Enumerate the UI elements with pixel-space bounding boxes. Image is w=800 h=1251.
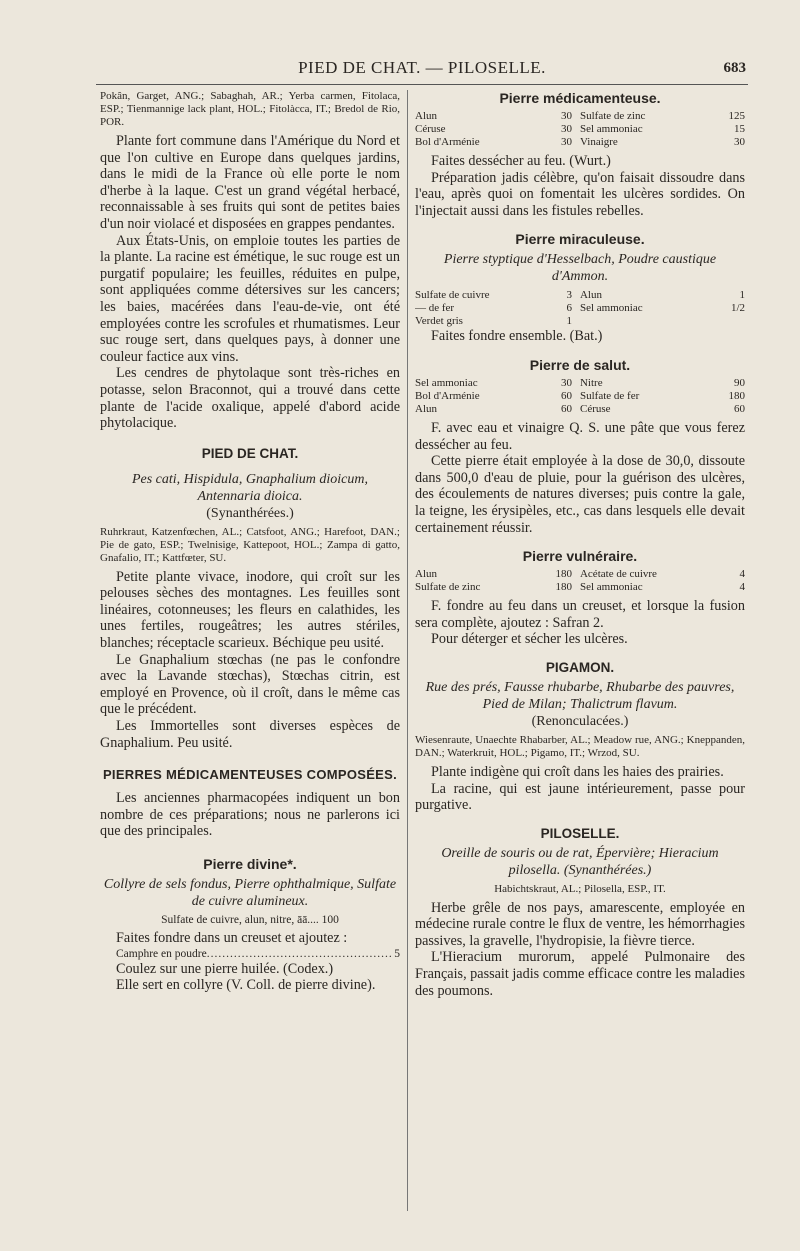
ingredient-quantity: 6 — [566, 302, 572, 315]
pigamon-paragraph-2: La racine, qui est jaune intérieurement, passe pour purgative. — [415, 780, 745, 814]
ingredient-row — [415, 136, 745, 149]
ingredient-quantity: 180 — [555, 581, 572, 594]
ingredient-quantity: 60 — [560, 402, 572, 415]
subtitle-pierre-de-salut: Pierre de salut. — [529, 356, 631, 373]
running-title: PIED DE CHAT. — PILOSELLE. — [298, 58, 546, 77]
ingredient-name: Alun — [415, 402, 437, 415]
pierre-vulneraire-ingredients — [415, 568, 745, 594]
pierre-divine-formula: Sulfate de cuivre, alun, nitre, āā.... 100 — [161, 914, 339, 926]
pierre-de-salut-paragraph-2: Cette pierre était employée à la dose de 30,0, dissoute dans 500,0 d'eau de pluie, pour la guérison des ulcères, des écoulements de natures diverses; puis contre la gale, la teigne, les érysipèles, etc., cas dans lesquels elle devait certainement réussir. — [415, 453, 745, 536]
ingredient-name: Nitre — [579, 376, 603, 389]
pierre-medicamenteuse-ingredients — [415, 110, 745, 149]
ingredient-row — [415, 581, 745, 594]
pied-de-chat-paragraph-2: Le Gnaphalium stœchas (ne pas le confondre avec la Lavande stœchas), Stœchas citrin, est employé en Provence, où il croît, dans le même cas que le précédent. — [100, 651, 400, 718]
pierre-divine-alt-names: Collyre de sels fondus, Pierre ophthalmique, Sulfate de cuivre alumineux. — [103, 877, 397, 909]
ingredient-name: Sel ammoniac — [415, 376, 478, 389]
left-column — [100, 90, 400, 1221]
piloselle-paragraph-2: L'Hieracium murorum, appelé Pulmonaire des Français, passait jadis comme efficace contre les maladies des poumons. — [415, 949, 745, 999]
ingredient-quantity — [712, 315, 745, 328]
ingredient-name: Bol d'Arménie — [415, 136, 480, 148]
pigamon-family: (Renonculacées.) — [531, 713, 629, 729]
pigamon-synonyms: Wiesenraute, Unaechte Rhabarber, AL.; Meadow rue, ANG.; Kneppanden, DAN.; Waterkruit, HOL.; Pigamo, IT.; Wrzod, SU. — [415, 733, 745, 759]
ingredient-quantity: 1 — [739, 289, 745, 302]
ingredient-quantity: 180 — [555, 568, 572, 581]
ingredient-name: Bol d'Arménie — [415, 389, 480, 402]
subtitle-pierre-miraculeuse: Pierre miraculeuse. — [515, 231, 645, 248]
piloselle-alt-names: Oreille de souris ou de rat, Épervière; Hieracium pilosella. (Synanthérées.) — [441, 845, 719, 878]
ingredient-row — [415, 123, 745, 136]
ingredient-name: — de fer — [415, 302, 455, 315]
pierre-de-salut-ingredients — [415, 377, 745, 416]
running-head — [96, 58, 748, 85]
pierre-divine-paragraph-2: Coulez sur une pierre huilée. (Codex.) — [116, 960, 334, 977]
pied-de-chat-synonyms: Ruhrkraut, Katzenfœchen, AL.; Catsfoot, ANG.; Harefoot, DAN.; Pie de gato, ESP.; Twelnisige, Kattepoot, HOL.; Zampa di gatto, Gnafalio, IT.; Kattfœter, SU. — [100, 525, 400, 564]
pierre-miraculeuse-alt-names: Pierre styptique d'Hesselbach, Poudre caustique d'Ammon. — [443, 252, 717, 285]
ingredient-name — [580, 315, 712, 328]
ingredient-row — [415, 302, 745, 315]
subtitle-pierre-vulneraire: Pierre vulnéraire. — [522, 548, 638, 565]
ingredient-name: Sel ammoniac — [579, 581, 643, 594]
pigamon-alt-names: Rue des prés, Fausse rhubarbe, Rhubarbe des pauvres, Pied de Milan; Thalictrum flavum. — [425, 679, 735, 712]
pied-de-chat-family: (Synanthérées.) — [206, 505, 294, 521]
ingredient-quantity: 30 — [560, 110, 572, 122]
ingredient-quantity: 4 — [739, 568, 745, 581]
pigamon-paragraph-1: Plante indigène qui croît dans les haies des prairies. — [431, 763, 724, 780]
ingredient-name: Alun — [415, 568, 437, 581]
pierre-divine-camphre-line — [100, 947, 400, 961]
ingredient-name: Alun — [415, 110, 437, 122]
ingredient-name: Céruse — [579, 402, 611, 415]
entry-title-pied-de-chat: PIED DE CHAT. — [201, 445, 299, 461]
pierre-medicamenteuse-paragraph-1: Faites dessécher au feu. (Wurt.) — [431, 153, 611, 169]
ingredient-quantity: 60 — [560, 389, 572, 402]
ingredient-name: Vinaigre — [579, 136, 618, 148]
ingredient-row — [415, 568, 745, 581]
ingredient-name: Sulfate de zinc — [415, 581, 481, 594]
phytolaque-paragraph-3: Les cendres de phytolaque sont très-riches en potasse, selon Braconnot, qui a trouvé dans cette plante de l'acide oxalique, appelé d'abord acide phytolacique. — [100, 365, 400, 432]
pied-de-chat-paragraph-3: Les Immortelles sont diverses espèces de Gnaphalium. Peu usité. — [100, 718, 400, 751]
ingredient-name: Sulfate de zinc — [579, 110, 646, 122]
entry-title-pierres: PIERRES MÉDICAMENTEUSES COMPOSÉES. — [102, 767, 398, 783]
ingredient-name: Céruse — [415, 123, 446, 135]
ingredient-quantity: 30 — [560, 376, 572, 389]
page-number: 683 — [723, 60, 746, 76]
camphre-name: Camphre en poudre — [116, 947, 207, 960]
ingredient-row — [415, 377, 745, 390]
ingredient-quantity: 30 — [560, 136, 572, 148]
pierre-vulneraire-paragraph-1: F. fondre au feu dans un creuset, et lorsque la fusion sera complète, ajoutez : Safran 2. — [415, 598, 745, 631]
column-divider — [407, 90, 408, 1211]
ingredient-row — [415, 110, 745, 123]
pierre-medicamenteuse-paragraph-2: Préparation jadis célèbre, qu'on faisait dissoudre dans l'eau, après quoi on fomentait les ulcères sordides. On l'injectait aussi dans les fistules rebelles. — [415, 169, 745, 219]
pierre-vulneraire-paragraph-2: Pour déterger et sécher les ulcères. — [431, 631, 628, 648]
ingredient-quantity: 1 — [566, 315, 572, 328]
piloselle-synonyms: Habichtskraut, AL.; Pilosella, ESP., IT. — [494, 882, 666, 895]
pierre-miraculeuse-ingredients — [415, 289, 745, 328]
subtitle-pierre-divine: Pierre divine*. — [203, 856, 297, 872]
ingredient-name: Alun — [579, 289, 602, 302]
subtitle-pierre-medicamenteuse: Pierre médicamenteuse. — [499, 90, 661, 106]
ingredient-quantity: 125 — [728, 110, 745, 122]
ingredient-quantity: 90 — [734, 376, 745, 389]
pied-de-chat-paragraph-1: Petite plante vivace, inodore, qui croît sur les pelouses sèches des montagnes. Les feuilles sont linéaires, cotonneuses; les fleurs en calathides, les unes fertiles, rougeâtres; les autres stériles, blanches; réceptacle scarieux. Béchique peu usité. — [100, 568, 400, 652]
ingredient-name: Sulfate de fer — [579, 389, 640, 402]
ingredient-row — [415, 289, 745, 302]
phytolaque-paragraph-1: Plante fort commune dans l'Amérique du Nord et que l'on cultive en Europe dans quelques jardins, dans le midi de la France où elle porte le nom d'herbe à la laque. C'est un grand végétal herbacé, reconnaissable à ses fruits qui sont de petites baies d'un noir violacé et disposées en grappes pendantes. — [100, 133, 400, 232]
ingredient-row — [415, 315, 745, 328]
phytolaque-paragraph-2: Aux États-Unis, on emploie toutes les parties de la plante. La racine est émétique, le suc rouge est un purgatif populaire; les feuilles, réduites en pulpe, sont appliquées comme détersives sur les cancers; les baies, macérées dans l'eau-de-vie, ont été employées contre les scrofules et rhumatismes. Leur suc rouge sert, dans quelques pays, à donner une couleur factice aux vins. — [100, 232, 400, 365]
pierre-divine-paragraph-3: Elle sert en collyre (V. Coll. de pierre divine). — [116, 977, 376, 994]
ingredient-quantity: 4 — [739, 581, 745, 594]
right-column — [415, 90, 745, 1221]
ingredient-row — [415, 390, 745, 403]
ingredient-name: Sel ammoniac — [579, 123, 643, 135]
pierres-paragraph-1: Les anciennes pharmacopées indiquent un bon nombre de ces préparations; nous ne parlerons ici que des principales. — [100, 790, 400, 840]
pierre-de-salut-paragraph-1: F. avec eau et vinaigre Q. S. une pâte que vous ferez dessécher au feu. — [415, 419, 745, 453]
ingredient-quantity: 3 — [566, 289, 572, 302]
ingredient-name: Acétate de cuivre — [579, 568, 657, 581]
camphre-quantity: 5 — [394, 947, 400, 960]
piloselle-paragraph-1: Herbe grêle de nos pays, amarescente, employée en médecine rurale contre le flux de ventre, les hémorrhagies passives, la gravelle, l'hydropisie, la fièvre tierce. — [415, 899, 745, 949]
ingredient-quantity: 1/2 — [730, 302, 745, 315]
dot-leader — [207, 947, 393, 961]
ingredient-name: Sulfate de cuivre — [415, 289, 490, 302]
phytolaque-synonyms: Pokân, Garget, ANG.; Sabaghah, AR.; Yerba carmen, Fitolaca, ESP.; Tienmannige lack plant, HOL.; Fitolàcca, IT.; Bredol de Rio, POR. — [100, 90, 400, 128]
entry-title-piloselle: PILOSELLE. — [540, 825, 620, 841]
entry-title-pigamon: PIGAMON. — [545, 659, 615, 675]
ingredient-quantity: 60 — [734, 402, 745, 415]
ingredient-quantity: 180 — [728, 389, 745, 402]
ingredient-row — [415, 403, 745, 416]
ingredient-quantity: 30 — [734, 136, 745, 148]
ingredient-name: Verdet gris — [415, 315, 463, 328]
pierre-divine-paragraph-1: Faites fondre dans un creuset et ajoutez : — [116, 930, 348, 946]
ingredient-quantity: 15 — [734, 123, 745, 135]
pied-de-chat-alt-names: Pes cati, Hispidula, Gnaphalium dioicum, Antennaria dioica. — [131, 471, 369, 504]
ingredient-quantity: 30 — [560, 123, 572, 135]
ingredient-name: Sel ammoniac — [579, 302, 643, 315]
pierre-miraculeuse-paragraph-1: Faites fondre ensemble. (Bat.) — [431, 328, 603, 345]
